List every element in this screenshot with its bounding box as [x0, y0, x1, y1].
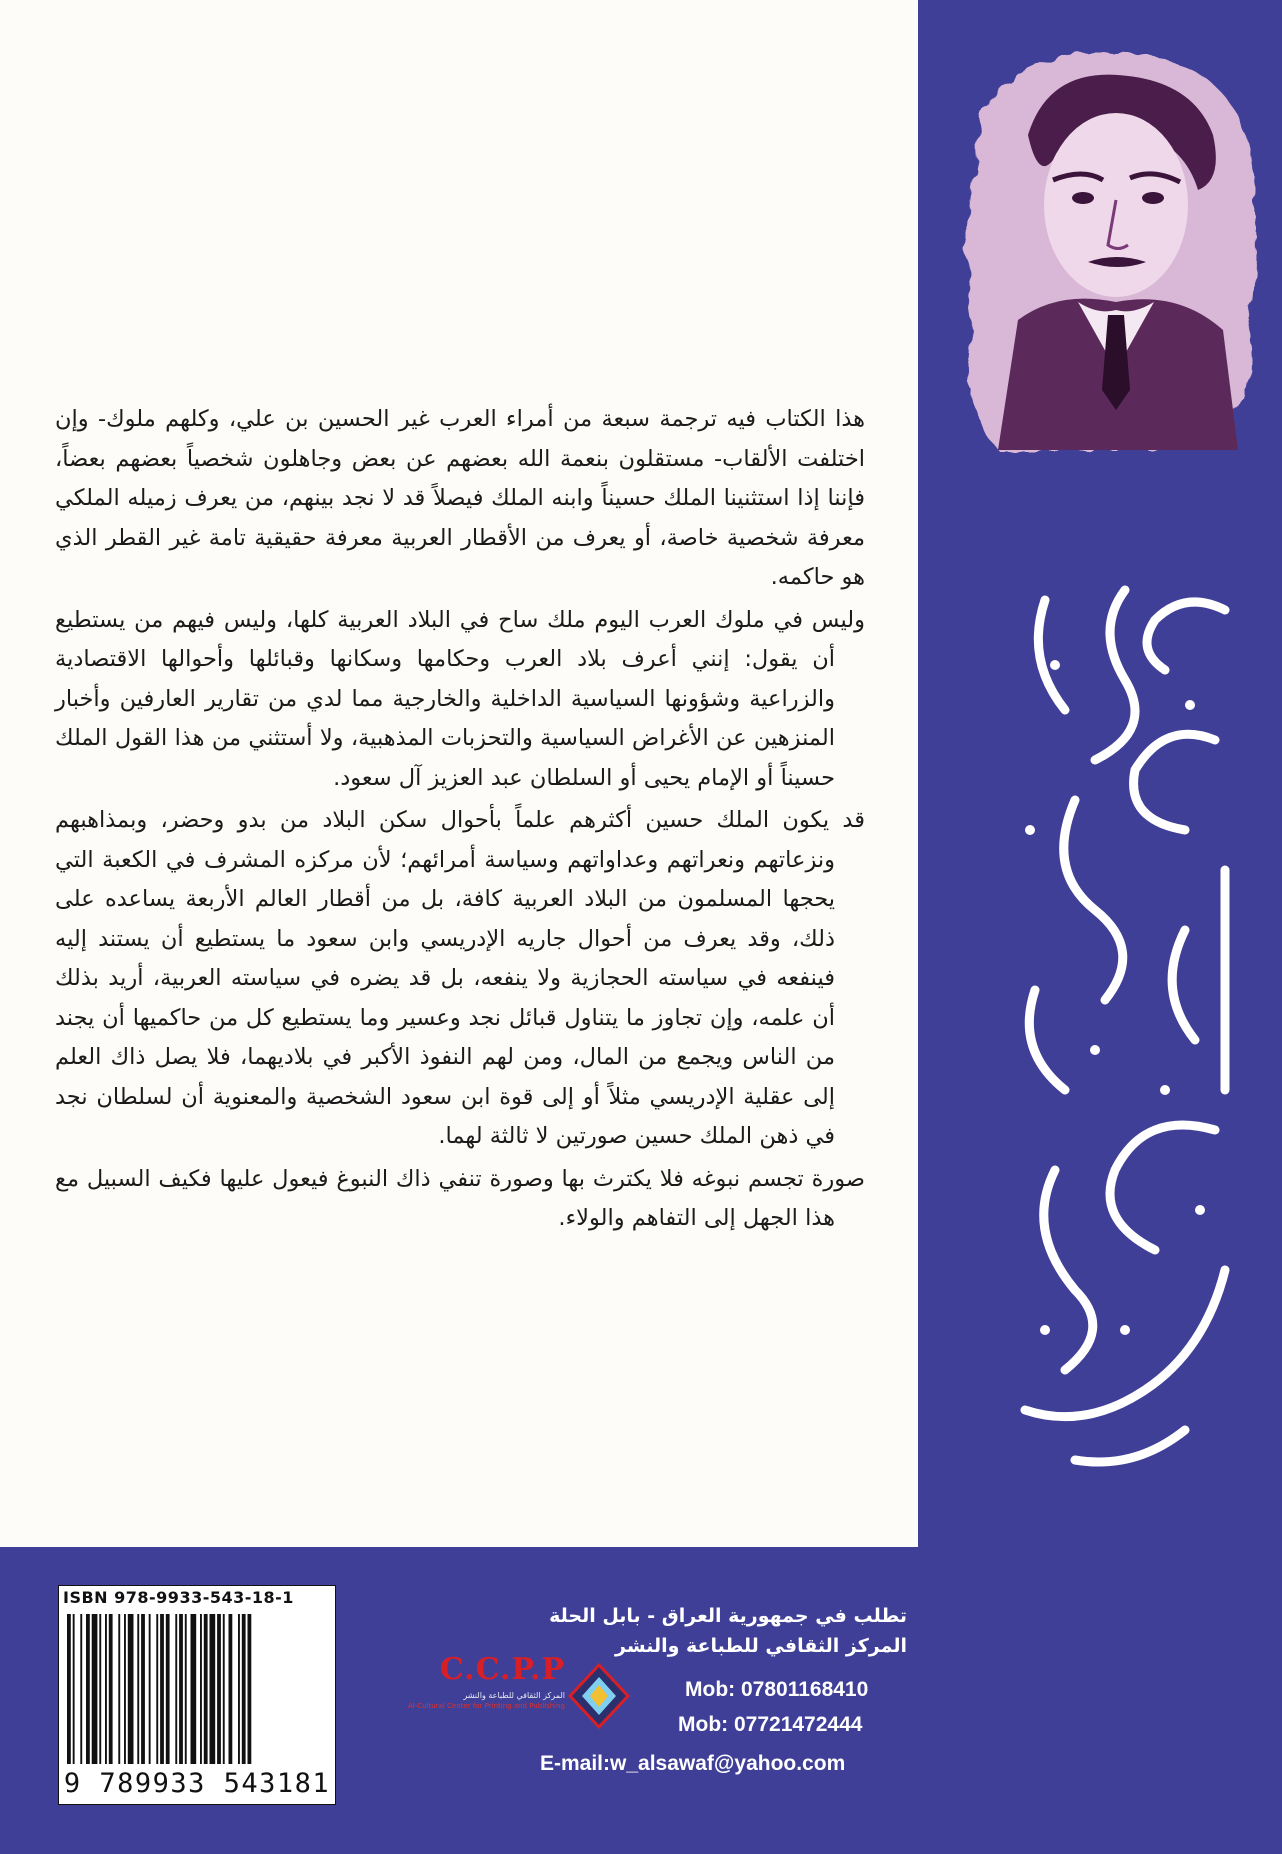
blurb-paragraph-1: هذا الكتاب فيه ترجمة سبعة من أمراء العرب غير الحسين بن علي، وكلهم ملوك- وإن اختلفت الألقاب- مستقلون بنعمة الله بعضهم عن بعض وجاهلون شخصياً بعضهم بعضاً، فإننا إذا استثنينا الملك حسيناً وابنه الملك فيصلاً قد لا نجد بينهم، من يعرف زميله الملكي معرفة شخصية خاصة، أو يعرف من الأقطار العربية معرفة حقيقية تامة غير القطر الذي هو حاكمه. — [55, 406, 865, 590]
author-portrait — [958, 40, 1268, 460]
publisher-name: المركز الثقافي للطباعة والنشر — [615, 1635, 907, 1657]
publisher-logo-icon — [568, 1663, 630, 1729]
isbn-digits: 9 789933 543181 — [63, 1768, 331, 1799]
calligraphic-title-art — [985, 570, 1265, 1490]
publisher-logo-subtitle-en: Al-Cultural Center for Printing and Publishing — [407, 1702, 565, 1710]
blurb-paragraph-2: وليس في ملوك العرب اليوم ملك ساح في البلاد العربية كلها، وليس فيهم من يستطيع أن يقول: إنني أعرف بلاد العرب وحكامها وسكانها وقبائلها وأحوالها الاقتصادية والزراعية وشؤونها السياسية الداخلية والخارجية مما لدي من تقارير العارفين وأخبار المنزهين عن الأغراض السياسية والتحزبات المذهبية، ولا أستثني من هذا القول الملك حسيناً أو الإمام يحيى أو السلطان عبد العزيز آل سعود. — [55, 606, 865, 791]
blurb-paragraph-3: قد يكون الملك حسين أكثرهم علماً بأحوال سكن البلاد من بدو وحضر، وبمذاهبهم ونزعاتهم ونعراتهم وعداواتهم وسياسة أمرائهم؛ لأن مركزه المشرف في الكعبة التي يحجها المسلمون من البلاد العربية كافة، بل من أقطار العالم الأربعة يساعده على ذلك، وقد يعرف من أحوال جاريه الإدريسي وابن سعود ما يستطيع أن يستند إليه فينفعه في سياسته الحجازية ولا ينفعه، بل قد يضره في سياسته العربية، أريد بذلك أن علمه، وإن تجاوز ما يتناول قبائل نجد وعسير وما يستطيع كل من حاكميها أن يجند من الناس ويجمع من المال، ومن لهم النفوذ الأكبر في بلاديهما، فلا يصل ذاك العلم إلى عقلية الإدريسي مثلاً أو إلى قوة ابن سعود الشخصية والمعنوية أن لسلطان نجد في ذهن الملك حسين صورتين لا ثالثة لهما. — [55, 807, 865, 1149]
publisher-logo-text: C.C.P.P — [439, 1652, 565, 1687]
publisher-logo-subtitle-ar: المركز الثقافي للطباعة والنشر — [463, 1691, 565, 1700]
mobile-number-1: Mob: 07801168410 — [685, 1678, 869, 1701]
barcode-bars — [65, 1614, 329, 1764]
mobile-number-2: Mob: 07721472444 — [678, 1713, 863, 1736]
isbn-label: ISBN 978-9933-543-18-1 — [63, 1588, 294, 1607]
blurb-paragraph-4: صورة تجسم نبوغه فلا يكترث بها وصورة تنفي ذاك النبوغ فيعول عليها فكيف السبيل مع هذا الجهل إلى التفاهم والولاء. — [55, 1165, 865, 1231]
blurb-text — [55, 400, 865, 1242]
publisher-address: تطلب في جمهورية العراق - بابل الحلة — [549, 1605, 907, 1627]
isbn-barcode — [58, 1585, 336, 1805]
publisher-email: E-mail:w_alsawaf@yahoo.com — [540, 1752, 846, 1775]
